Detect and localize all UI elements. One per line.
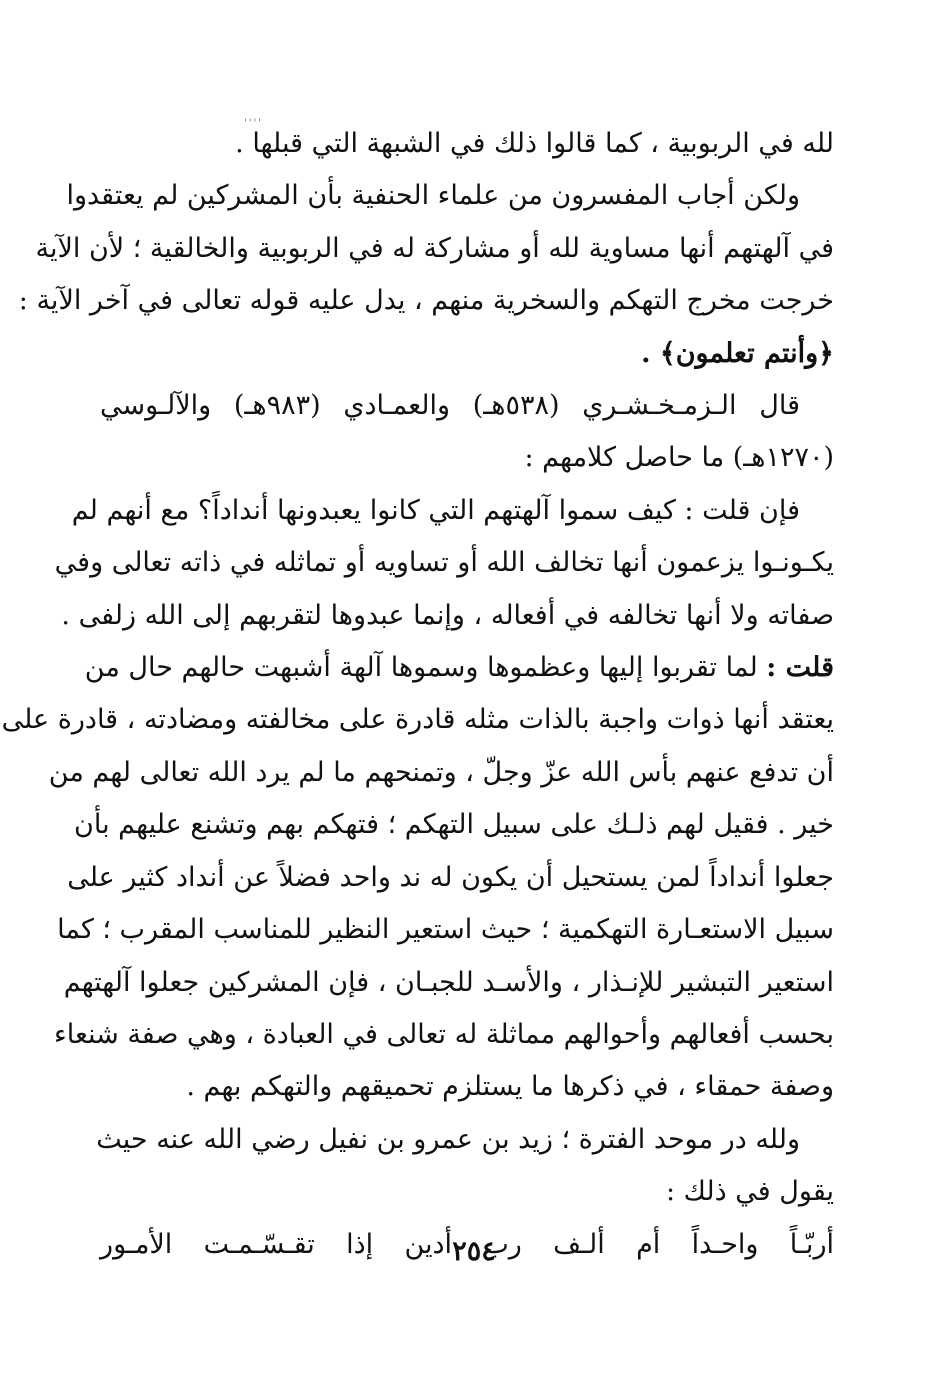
text-line: خير . فقيل لهم ذلـك على سبيل التهكم ؛ فتهكم بهم وتشنع عليهم بأن xyxy=(74,809,834,841)
poem-word: أم xyxy=(636,1228,661,1260)
poem-word: الأمـور xyxy=(100,1228,173,1260)
page-number: ٢٥٤ xyxy=(452,1236,496,1267)
text-line: فإن قلت : كيف سموا آلهتهم التي كانوا يعبدونها أنداداً؟ مع أنهم لم xyxy=(71,494,800,526)
poem-word: أدين xyxy=(404,1228,453,1260)
text-line: خرجت مخرج التهكم والسخرية منهم ، يدل عليه قوله تعالى في آخر الآية : xyxy=(18,285,834,317)
poem-word: تقـسّـمـت xyxy=(203,1228,315,1260)
text-line: ولله در موحد الفترة ؛ زيد بن عمرو بن نفيل رضي الله عنه حيث xyxy=(96,1123,800,1155)
text-line: ولكن أجاب المفسرون من علماء الحنفية بأن المشركين لم يعتقدوا xyxy=(66,180,800,212)
text-line: أن تدفع عنهم بأس الله عزّ وجلّ ، وتمنحهم ما لم يرد الله تعالى لهم من xyxy=(48,756,834,788)
text-line: (١٢٧٠هـ) ما حاصل كلامهم : xyxy=(524,442,834,474)
text-line: جعلوا أنداداً لمن يستحيل أن يكون له ند واحد فضلاً عن أنداد كثير على xyxy=(67,861,834,893)
poem-word: واحـداً xyxy=(691,1228,759,1260)
page-body xyxy=(1,118,834,1271)
text-line: وصفة حمقاء ، في ذكرها ما يستلزم تحميقهم والتهكم بهم . xyxy=(186,1071,834,1103)
text-line: سبيل الاستعـارة التهكمية ؛ حيث استعير النظير للمناسب المقرب ؛ كما xyxy=(57,914,834,946)
print-speck: '''' xyxy=(244,118,263,129)
text-line: صفاته ولا أنها تخالفه في أفعاله ، وإنما عبدوها لتقربهم إلى الله زلفى . xyxy=(61,599,834,631)
text-line: في آلهتهم أنها مساوية لله أو مشاركة له في الربوبية والخالقية ؛ لأن الآية xyxy=(35,232,834,264)
text-line: قلت : لما تقربوا إليها وعظموها وسموها آلهة أشبهت حالهم حال من xyxy=(84,652,834,684)
text-line: قال الـزمـخـشـري (٥٣٨هـ) والعمـادي (٩٨٣هـ) والآلـوسي xyxy=(100,390,800,422)
text-line: يعتقد أنها ذوات واجبة بالذات مثله قادرة على مخالفته ومضادته ، قادرة على xyxy=(1,704,834,736)
poem-word: ألـف xyxy=(553,1228,605,1260)
answer-label: قلت : xyxy=(766,652,834,684)
text-line: يكـونـوا يزعمون أنها تخالف الله أو تساويه أو تماثله في ذاته تعالى وفي xyxy=(54,547,834,579)
text-line: يقول في ذلك : xyxy=(666,1176,834,1208)
poem-word: رب xyxy=(483,1228,522,1260)
text-line: لله في الربوبية ، كما قالوا ذلك في الشبهة التي قبلها . xyxy=(235,128,834,159)
poem-word: إذا xyxy=(346,1228,374,1260)
text-line: استعير التبشير للإنـذار ، والأسـد للجبـان ، فإن المشركين جعلوا آلهتهم xyxy=(63,966,834,998)
text-line: بحسب أفعالهم وأحوالهم مماثلة له تعالى في العبادة ، وهي صفة شنعاء xyxy=(54,1018,834,1050)
poem-word: أربّـاً xyxy=(789,1228,834,1260)
quran-quote-line: ﴿وأنتم تعلمون﴾ . xyxy=(641,337,834,369)
